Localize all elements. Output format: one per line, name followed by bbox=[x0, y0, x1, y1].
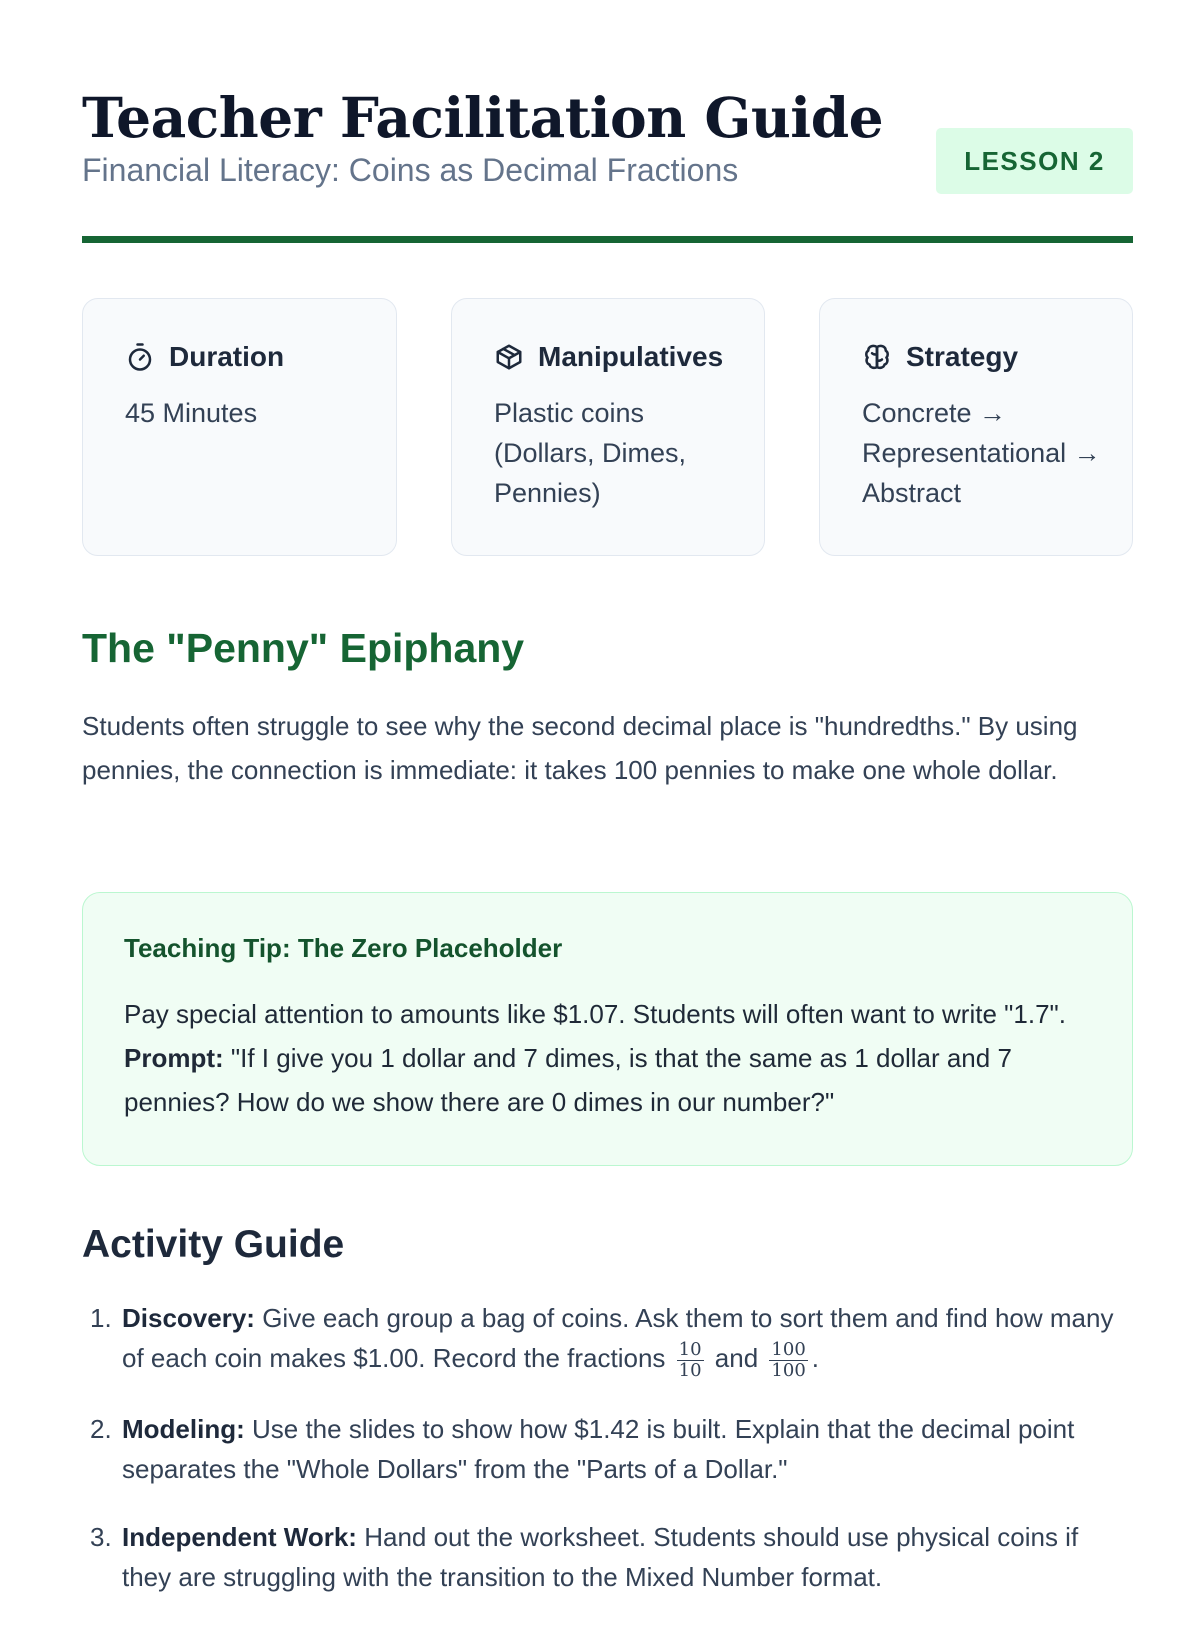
step-number: 2. bbox=[90, 1413, 112, 1444]
lesson-badge: LESSON 2 bbox=[936, 128, 1133, 194]
fraction-ten-tenths bbox=[677, 1340, 704, 1381]
activity-step-3 bbox=[82, 1517, 1133, 1597]
teaching-tip-callout bbox=[82, 892, 1133, 1166]
brain-icon bbox=[862, 342, 892, 372]
step-number: 3. bbox=[90, 1521, 112, 1552]
step-label: Independent Work: bbox=[122, 1521, 357, 1552]
strategy-value: Concrete → Representational → Abstract bbox=[862, 398, 1101, 508]
step-text: Hand out the worksheet. Students should use physical coins if they are struggling with the transition to the Mixed Number format. bbox=[122, 1521, 1079, 1592]
duration-label: Duration bbox=[169, 341, 285, 372]
cube-icon bbox=[494, 342, 524, 372]
manipulatives-label: Manipulatives bbox=[538, 341, 724, 372]
fraction-numerator: 10 bbox=[678, 1338, 702, 1360]
fraction-denominator: 100 bbox=[771, 1359, 806, 1381]
fraction-hundred-hundredths bbox=[769, 1340, 807, 1381]
page-title: Teacher Facilitation Guide bbox=[82, 85, 884, 150]
step-text: Give each group a bag of coins. Ask them to sort them and find how many of each coin makes $1.00. Record the fractions bbox=[122, 1303, 1114, 1373]
activity-step-2 bbox=[82, 1409, 1133, 1489]
tip-body-after: "If I give you 1 dollar and 7 dimes, is that the same as 1 dollar and 7 pennies? How do we show there are 0 dimes in our number?" bbox=[124, 1043, 1012, 1117]
manipulatives-card bbox=[451, 298, 765, 556]
tip-prompt-label: Prompt: bbox=[124, 1043, 224, 1073]
duration-card bbox=[82, 298, 397, 556]
activity-steps bbox=[82, 1298, 1133, 1625]
header-divider bbox=[82, 236, 1133, 243]
fraction-joiner: and bbox=[714, 1343, 759, 1373]
tip-body bbox=[124, 992, 1089, 1124]
fraction-denominator: 10 bbox=[678, 1359, 702, 1381]
penny-heading: The "Penny" Epiphany bbox=[82, 625, 525, 671]
manipulatives-value: Plastic coins (Dollars, Dimes, Pennies) bbox=[494, 398, 687, 508]
duration-value: 45 Minutes bbox=[125, 398, 258, 428]
step-end-punctuation: . bbox=[811, 1343, 820, 1373]
step-label: Modeling: bbox=[122, 1413, 245, 1444]
activity-step-1 bbox=[82, 1298, 1133, 1381]
page-header bbox=[82, 80, 1133, 244]
tip-body-before: Pay special attention to amounts like $1.07. Students will often want to write "1.7". bbox=[124, 999, 1066, 1029]
step-text: Use the slides to show how $1.42 is built. Explain that the decimal point separates the "Whole Dollars" from the "Parts of a Dollar." bbox=[122, 1413, 1075, 1484]
strategy-card bbox=[819, 298, 1133, 556]
strategy-label: Strategy bbox=[906, 341, 1019, 372]
page-subtitle: Financial Literacy: Coins as Decimal Fractions bbox=[82, 152, 739, 188]
penny-paragraph: Students often struggle to see why the second decimal place is "hundredths." By using pennies, the connection is immediate: it takes 100 pennies to make one whole dollar. bbox=[82, 711, 1078, 785]
step-label: Discovery: bbox=[122, 1303, 255, 1333]
activity-heading: Activity Guide bbox=[82, 1223, 345, 1266]
step-number: 1. bbox=[90, 1303, 112, 1333]
tip-title: Teaching Tip: The Zero Placeholder bbox=[124, 933, 563, 963]
fraction-numerator: 100 bbox=[771, 1338, 806, 1360]
stopwatch-icon bbox=[125, 342, 155, 372]
